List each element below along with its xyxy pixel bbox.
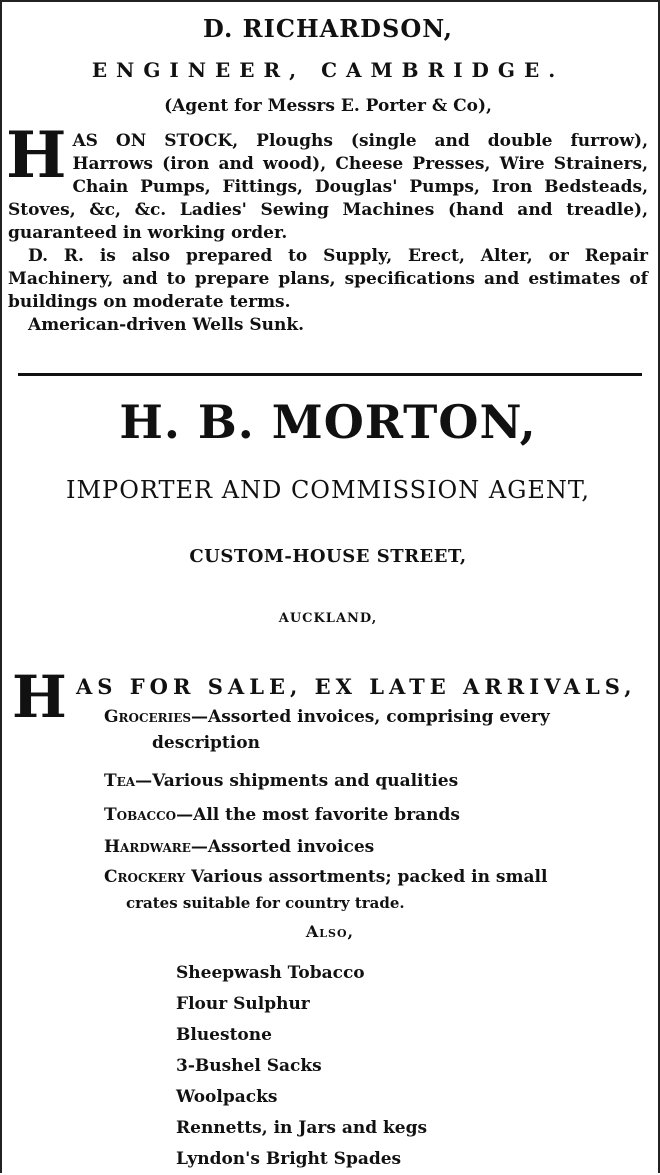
section-divider — [18, 373, 642, 376]
left-rule — [0, 0, 2, 1173]
morton-town: AUCKLAND, — [278, 611, 378, 626]
extras-item: Lyndon's Bright Spades — [176, 1149, 402, 1169]
also-heading: Also, — [305, 922, 355, 941]
richardson-dropcap: H — [6, 118, 67, 193]
goods-item-groceries — [104, 704, 650, 756]
goods-category: Tobacco — [104, 805, 177, 825]
extras-item: 3-Bushel Sacks — [176, 1056, 322, 1076]
goods-continuation: crates suitable for country trade. — [126, 894, 405, 912]
goods-item-tea — [104, 768, 650, 794]
extras-list — [176, 958, 427, 1175]
extras-item: Bluestone — [176, 1025, 272, 1045]
richardson-trade: ENGINEER, CAMBRIDGE. — [91, 58, 565, 82]
morton-street: CUSTOM-HOUSE STREET, — [189, 546, 467, 567]
goods-continuation: description — [152, 733, 260, 753]
goods-category: Tea — [104, 771, 136, 791]
goods-description: —Various shipments and qualities — [135, 771, 459, 791]
richardson-services-paragraph: D. R. is also prepared to Supply, Erect, Alter, or Repair Machinery, and to prepare plans, specifications and estimates of buildings on moderate terms. — [8, 246, 648, 312]
goods-category: Groceries — [104, 707, 192, 727]
goods-item-crockery — [104, 864, 650, 916]
goods-description: Various assortments; packed in small — [185, 867, 548, 887]
top-rule — [0, 0, 660, 2]
richardson-stock-paragraph: AS ON STOCK, Ploughs (single and double furrow), Harrows (iron and wood), Cheese Presses, Wire Strainers, Chain Pumps, Fittings, Douglas' Pumps, Iron Bedsteads, Stoves, &c, &c. Ladies' Sewing Machines (hand and treadle), guaranteed in working order. — [8, 131, 648, 243]
goods-category: Hardware — [104, 837, 191, 857]
goods-description: —All the most favorite brands — [176, 805, 460, 825]
goods-description: —Assorted invoices — [190, 837, 375, 857]
extras-item: Woolpacks — [176, 1087, 278, 1107]
extras-item: Flour Sulphur — [176, 994, 310, 1014]
morton-dropcap: H — [12, 663, 67, 731]
morton-name: H. B. MORTON, — [119, 395, 537, 449]
goods-category: Crockery — [104, 867, 186, 887]
goods-description: —Assorted invoices, comprising every — [191, 707, 550, 727]
sale-title: AS FOR SALE, EX LATE ARRIVALS, — [76, 674, 637, 699]
goods-item-hardware — [104, 834, 650, 860]
morton-role: IMPORTER AND COMMISSION AGENT, — [65, 476, 590, 504]
goods-item-tobacco — [104, 802, 650, 828]
richardson-name: D. RICHARDSON, — [203, 14, 453, 43]
richardson-body — [6, 118, 648, 337]
richardson-wells-line: American-driven Wells Sunk. — [28, 315, 305, 335]
extras-item: Sheepwash Tobacco — [176, 963, 365, 983]
extras-item: Rennetts, in Jars and kegs — [176, 1118, 428, 1138]
richardson-agent: (Agent for Messrs E. Porter & Co), — [164, 96, 492, 116]
